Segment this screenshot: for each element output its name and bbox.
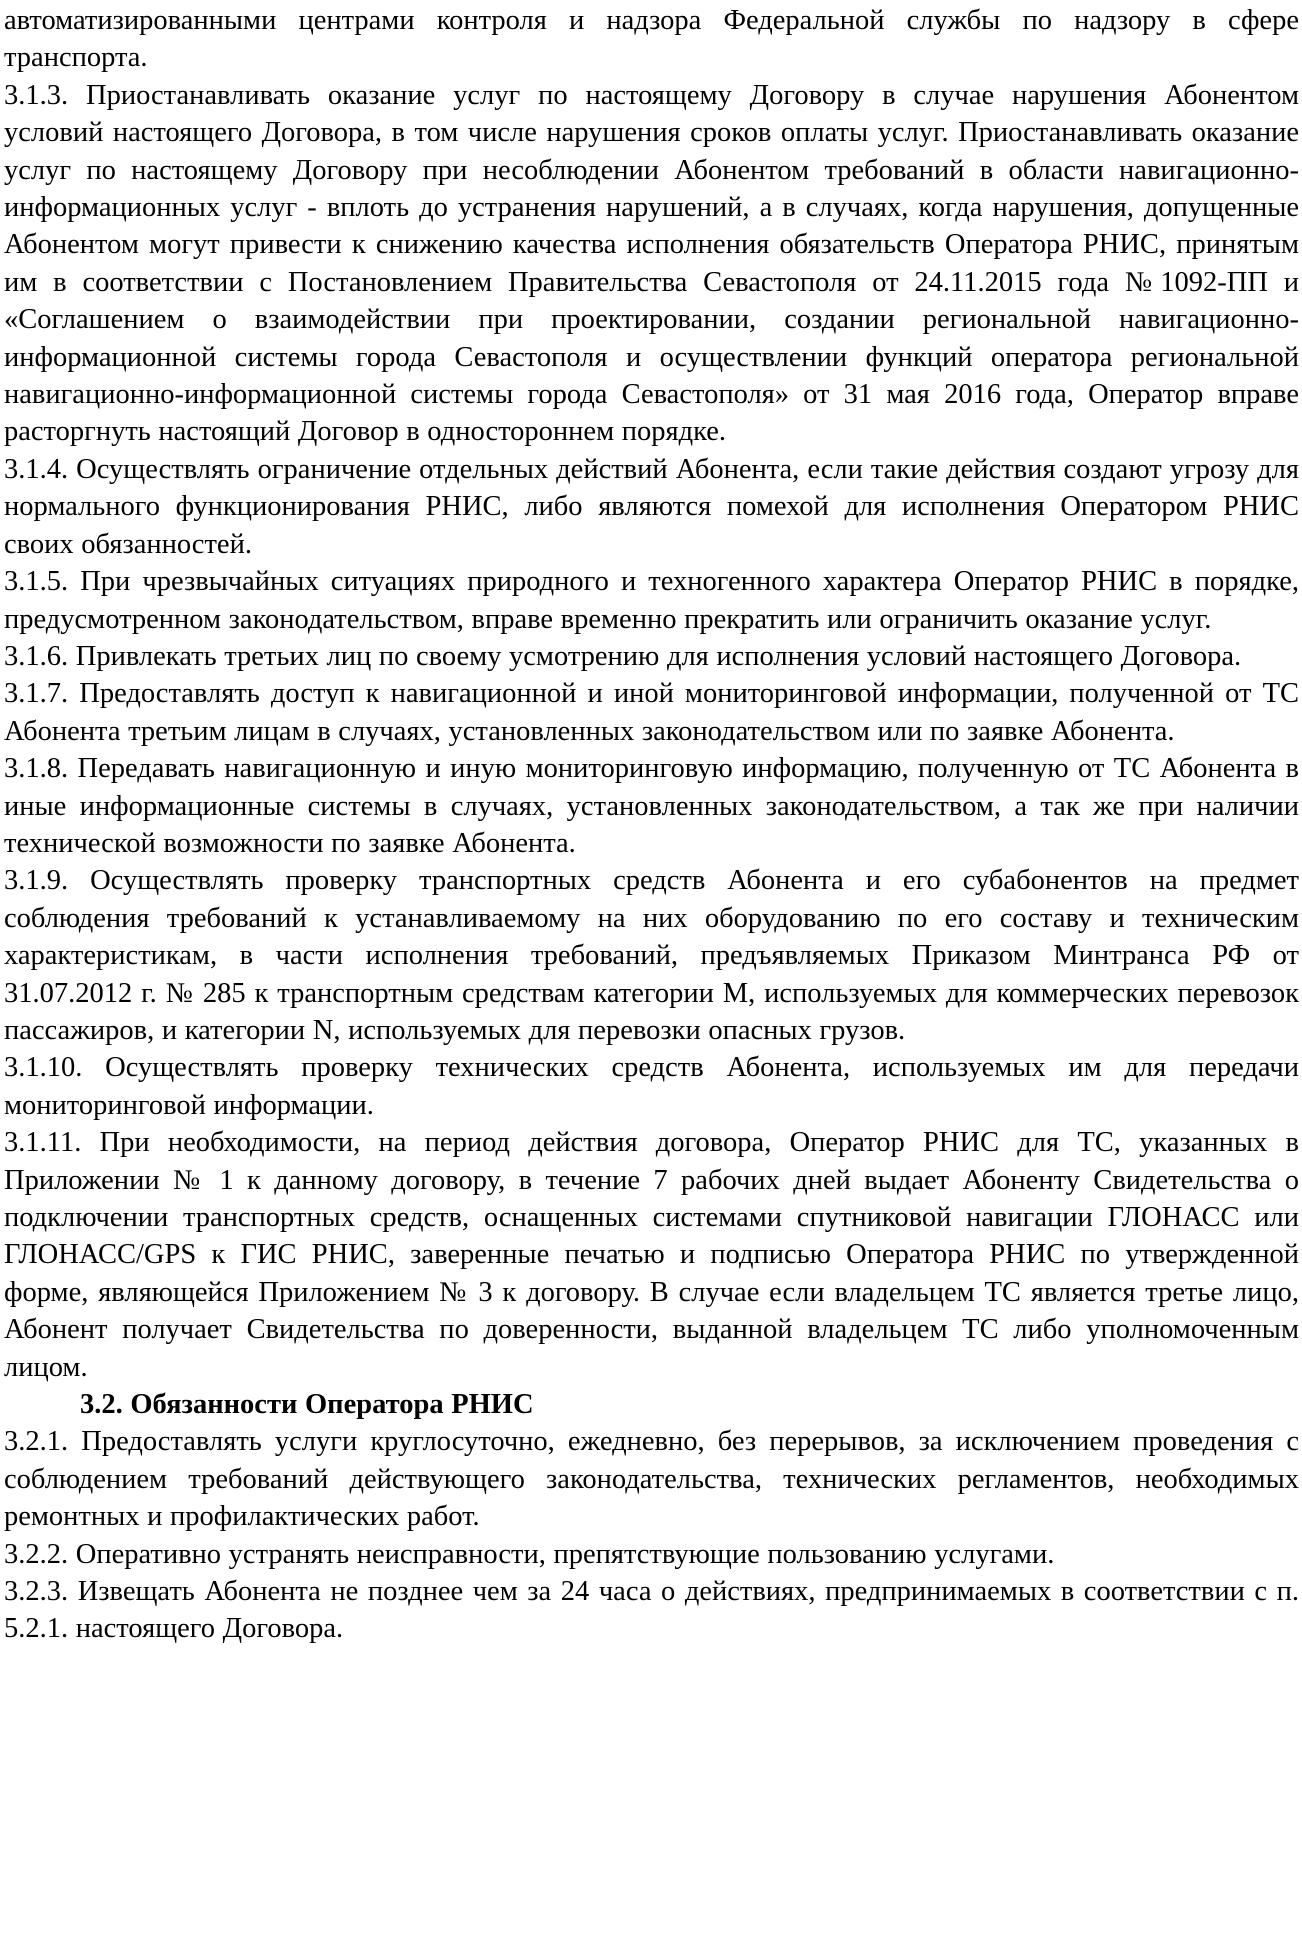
paragraph-3-1-8: 3.1.8. Передавать навигационную и иную мониторинговую информацию, полученную от ТС Абонента в иные информационные системы в случаях, установленных законодательством, а так же при наличии технической возможности по заявке Абонента.	[4, 753, 1299, 859]
paragraph-3-1-10: 3.1.10. Осуществлять проверку технических средств Абонента, используемых им для передачи мониторинговой информации.	[4, 1052, 1299, 1121]
paragraph-3-1-6: 3.1.6. Привлекать третьих лиц по своему усмотрению для исполнения условий настоящего Договора.	[4, 640, 1242, 672]
paragraph-3-1-7: 3.1.7. Предоставлять доступ к навигационной и иной мониторинговой информации, полученной от ТС Абонента третьим лицам в случаях, установленных законодательством или по заявке Абонента.	[4, 678, 1299, 747]
paragraph-3-1-9: 3.1.9. Осуществлять проверку транспортных средств Абонента и его субабонентов на предмет соблюдения требований к устанавливаемому на них оборудованию по его составу и техническим характеристикам, в части исполнения требований, предъявляемых Приказом Минтранса РФ от 31.07.2012 г. № 285 к транспортным средствам категории M, используемых для коммерческих перевозок пассажиров, и категории N, используемых для перевозки опасных грузов.	[4, 865, 1299, 1046]
paragraph-3-2-2: 3.2.2. Оперативно устранять неисправности, препятствующие пользованию услугами.	[4, 1538, 1055, 1570]
paragraph-3-1-4: 3.1.4. Осуществлять ограничение отдельных действий Абонента, если такие действия создают угрозу для нормального функционирования РНИС, либо являются помехой для исполнения Оператором РНИС своих обязанностей.	[4, 453, 1299, 560]
paragraph-3-1-3: 3.1.3. Приостанавливать оказание услуг по настоящему Договору в случае нарушения Абонентом условий настоящего Договора, в том числе нарушения сроков оплаты услуг. Приостанавливать оказание услуг по настоящему Договору при несоблюдении Абонентом требований в области навигационно-информационных услуг - вплоть до устранения нарушений, а в случаях, когда нарушения, допущенные Абонентом могут привести к снижению качества исполнения обязательств Оператора РНИС, принятым им в соответствии с Постановлением Правительства Севастополя от 24.11.2015 года №1092-ПП и «Соглашением о взаимодействии при проектировании, создании региональной навигационно-информационной системы города Севастополя и осуществлении функций оператора региональной навигационно-информационной системы города Севастополя» от 31 мая 2016 года, Оператор вправе расторгнуть настоящий Договор в одностороннем порядке.	[4, 79, 1299, 448]
paragraph-3-2-3: 3.2.3. Извещать Абонента не позднее чем за 24 часа о действиях, предпринимаемых в соответствии с п. 5.2.1. настоящего Договора.	[4, 1576, 1299, 1645]
paragraph-continuation: автоматизированными центрами контроля и надзора Федеральной службы по надзору в сфере транспорта.	[4, 5, 1299, 74]
paragraph-3-2-1: 3.2.1. Предоставлять услуги круглосуточно, ежедневно, без перерывов, за исключением проведения с соблюдением требований действующего законодательства, технических регламентов, необходимых ремонтных и профилактических работ.	[4, 1426, 1299, 1533]
paragraph-3-1-5: 3.1.5. При чрезвычайных ситуациях природного и техногенного характера Оператор РНИС в порядке, предусмотренном законодательством, вправе временно прекратить или ограничить оказание услуг.	[4, 566, 1299, 635]
section-heading-3-2: 3.2. Обязанности Оператора РНИС	[80, 1389, 534, 1421]
paragraph-3-1-11: 3.1.11. При необходимости, на период действия договора, Оператор РНИС для ТС, указанных в Приложении № 1 к данному договору, в течение 7 рабочих дней выдает Абоненту Свидетельства о подключении транспортных средств, оснащенных системами спутниковой навигации ГЛОНАСС или ГЛОНАСС/GPS к ГИС РНИС, заверенные печатью и подписью Оператора РНИС по утвержденной форме, являющейся Приложением № 3 к договору. В случае если владельцем ТС является третье лицо, Абонент получает Свидетельства по доверенности, выданной владельцем ТС либо уполномоченным лицом.	[4, 1127, 1299, 1383]
